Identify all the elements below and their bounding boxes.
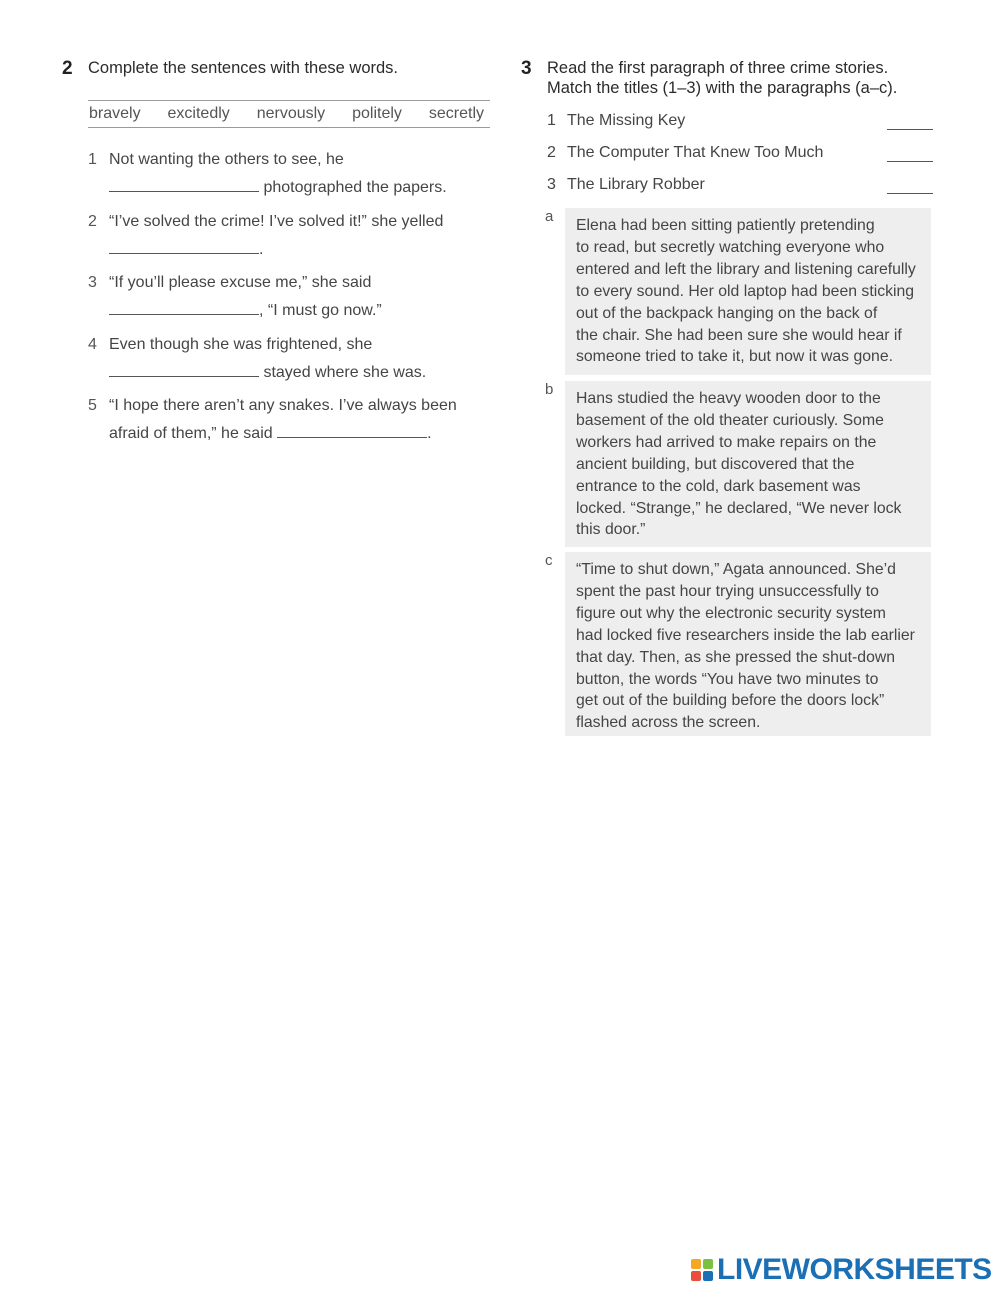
paragraph-line: the chair. She had been sure she would hear if [576,326,902,344]
answer-blank[interactable] [887,112,933,130]
word-bank-item: secretly [428,105,484,122]
question-text-after: . [259,241,264,258]
paragraph-letter: a [545,208,554,225]
exercise-2-header [62,58,490,80]
story-title: The Computer That Knew Too Much [567,144,824,161]
exercise-3 [521,58,936,732]
word-bank-item: excitedly [167,105,230,122]
answer-blank[interactable] [277,419,427,438]
exercise-2-number: 2 [62,58,73,79]
paragraph-line: that day. Then, as she pressed the shut-down [576,648,896,666]
question-2 [88,209,488,263]
question-4 [88,332,488,386]
title-number: 2 [547,144,556,161]
paragraph-text [565,552,931,736]
question-text: Not wanting the others to see, he [109,151,344,168]
liveworksheets-logo-text: LIVEWORKSHEETS [717,1253,992,1286]
story-title: The Missing Key [567,112,686,129]
answer-blank[interactable] [109,358,259,377]
question-number: 2 [88,213,97,230]
answer-blank[interactable] [887,176,933,194]
paragraph-line: entered and left the library and listening carefully [576,260,916,278]
liveworksheets-logo-icon [691,1259,713,1281]
exercise-3-title-line: Read the first paragraph of three crime stories. [547,59,889,77]
paragraph-line: flashed across the screen. [576,714,761,732]
question-text: “I’ve solved the crime! I’ve solved it!” she yelled [109,213,444,230]
question-text-after: . [427,425,432,442]
liveworksheets-logo[interactable] [691,1254,992,1286]
question-text-after: , “I must go now.” [259,302,382,319]
title-number: 3 [547,176,556,193]
question-text: Even though she was frightened, she [109,336,373,353]
paragraph-line: this door.” [576,521,646,539]
title-item-2 [547,144,933,162]
paragraph-text [565,381,931,547]
exercise-3-title [547,58,897,98]
word-bank-item: nervously [256,105,326,122]
question-text: “If you’ll please excuse me,” she said [109,274,372,291]
paragraph-line: Elena had been sitting patiently pretending [576,217,875,234]
title-number: 1 [547,112,556,129]
paragraph-letter: b [545,381,554,398]
question-3 [88,270,488,324]
story-title: The Library Robber [567,176,705,193]
exercise-3-header [521,58,936,98]
answer-blank[interactable] [109,173,259,192]
question-number: 4 [88,336,97,353]
exercise-3-title-line: Match the titles (1–3) with the paragraphs (a–c). [547,79,898,97]
paragraph-line: had locked five researchers inside the lab earlier [576,626,915,644]
paragraph-line: basement of the old theater curiously. Some [576,411,884,429]
paragraph-line: get out of the building before the doors lock” [576,692,885,710]
paragraph-line: spent the past hour trying unsuccessfully to [576,582,879,600]
question-text-after: photographed the papers. [259,179,447,196]
paragraph-line: “Time to shut down,” Agata announced. She’d [576,561,896,578]
word-bank-item: bravely [89,105,141,122]
paragraph-text [565,208,931,375]
word-bank-item: politely [352,105,402,122]
question-text: “I hope there aren’t any snakes. I’ve always been [109,397,457,414]
exercise-2 [62,58,490,442]
paragraph-line: out of the backpack hanging on the back of [576,304,878,322]
paragraph-letter: c [545,552,553,569]
question-text-after: stayed where she was. [259,364,427,381]
question-5 [88,393,488,447]
word-box [88,100,490,128]
answer-blank[interactable] [887,144,933,162]
question-number: 1 [88,151,97,168]
exercise-3-number: 3 [521,58,532,79]
question-number: 3 [88,274,97,291]
title-item-3 [547,176,933,194]
paragraph-line: workers had arrived to make repairs on the [576,433,877,451]
paragraph-line: someone tried to take it, but now it was gone. [576,348,893,366]
paragraph-line: locked. “Strange,” he declared, “We never lock [576,499,902,517]
paragraph-line: to read, but secretly watching everyone who [576,238,885,256]
exercise-2-title: Complete the sentences with these words. [88,59,398,77]
title-item-1 [547,112,933,130]
paragraph-line: ancient building, but discovered that the [576,455,855,473]
question-text-before: afraid of them,” he said [109,425,278,442]
paragraph-line: to every sound. Her old laptop had been sticking [576,282,915,300]
answer-blank[interactable] [109,296,259,315]
answer-blank[interactable] [109,235,259,254]
paragraph-line: entrance to the cold, dark basement was [576,477,861,495]
paragraph-line: button, the words “You have two minutes to [576,670,879,688]
paragraph-line: Hans studied the heavy wooden door to the [576,390,881,407]
question-1 [88,147,488,201]
paragraph-line: figure out why the electronic security system [576,604,886,622]
question-number: 5 [88,397,97,414]
